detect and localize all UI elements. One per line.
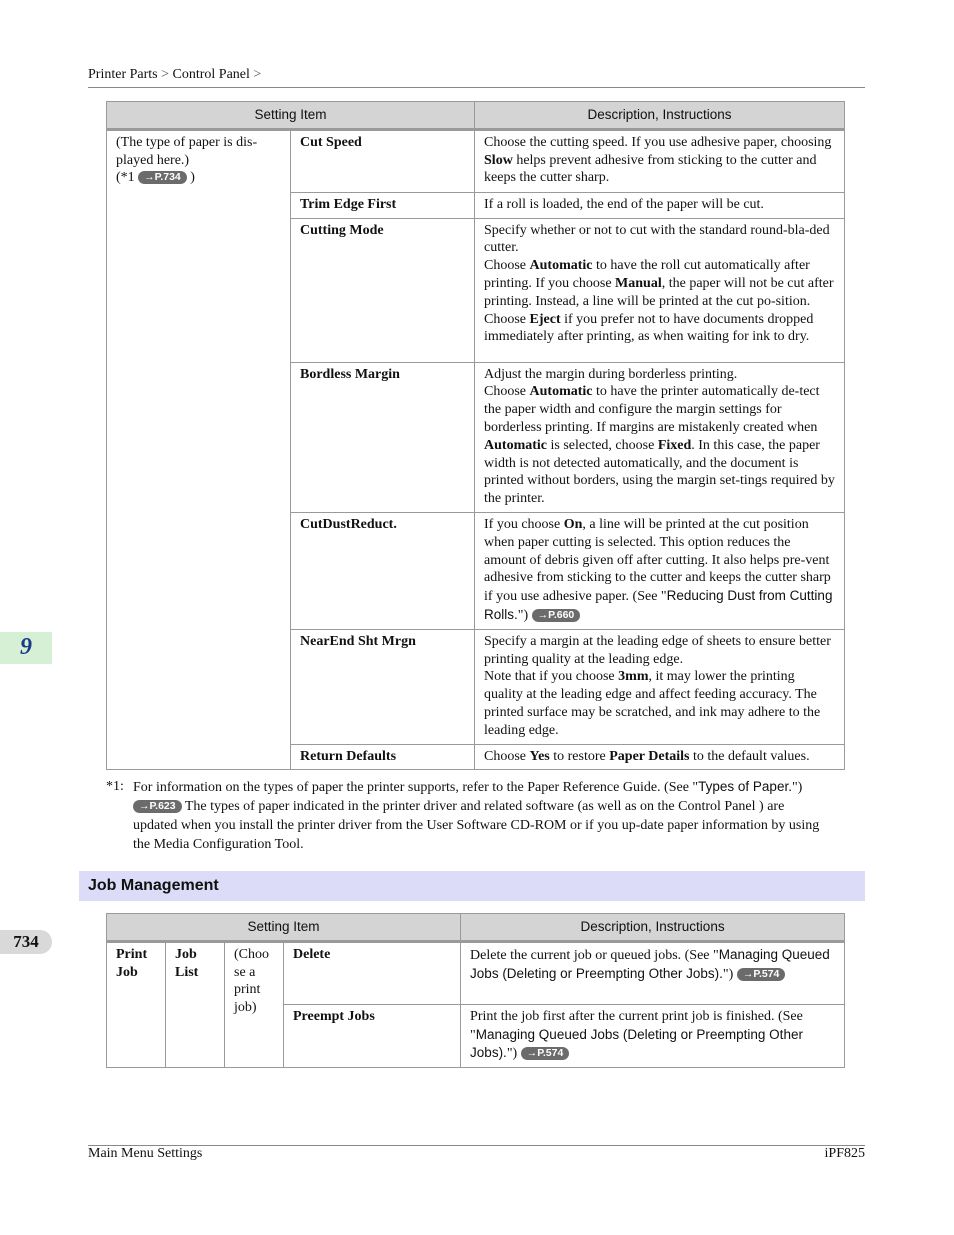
setting-cutdustreduct: CutDustReduct. xyxy=(291,512,475,629)
breadcrumb xyxy=(88,67,261,83)
description-cell: Specify whether or not to cut with the standard round-bla-ded cutter. Choose Automatic to have the roll cut automatically after printing. If you choose Manual, the paper will not be cut after printing. Instead, a line will be printed at the cut po-sition. Choose Eject if you prefer not to have documents dropped immediately after printing, as when waiting for ink to dry. xyxy=(475,218,845,362)
description-cell: Choose Yes to restore Paper Details to the default values. xyxy=(475,744,845,770)
breadcrumb-printer-parts[interactable]: Printer Parts xyxy=(88,67,158,82)
header-divider xyxy=(88,87,865,88)
description-cell: If a roll is loaded, the end of the paper will be cut. xyxy=(475,192,845,218)
column-header-description: Description, Instructions xyxy=(475,102,845,130)
table-row xyxy=(107,129,845,192)
setting-preempt-jobs: Preempt Jobs xyxy=(284,1004,461,1067)
breadcrumb-separator: > xyxy=(253,67,262,82)
column-header-setting-item: Setting Item xyxy=(107,914,461,942)
description-cell: Specify a margin at the leading edge of sheets to ensure better printing quality at the leading edge. Note that if you choose 3mm, it may lower the printing quality at the leading edge and affect feeding accuracy. The printed surface may be scratched, and ink may adhere to the leading edge. xyxy=(475,629,845,744)
job-management-table xyxy=(106,913,845,1068)
page-reference-link[interactable]: →P.623 xyxy=(133,800,182,813)
footer-section-name: Main Menu Settings xyxy=(88,1146,203,1161)
footer-model-name: iPF825 xyxy=(824,1146,865,1161)
setting-return-defaults: Return Defaults xyxy=(291,744,475,770)
setting-choose-job: (Choo se a print job) xyxy=(225,941,284,1067)
setting-delete: Delete xyxy=(284,941,461,1004)
page-reference-link[interactable]: →P.574 xyxy=(521,1047,570,1060)
table-header-row xyxy=(107,102,845,130)
chapter-tab: 9 xyxy=(0,632,52,664)
page-number-tab: 734 xyxy=(0,930,52,954)
footnote xyxy=(106,777,831,854)
page-reference-link[interactable]: →P.734 xyxy=(138,171,187,184)
footnote-mark: *1: xyxy=(106,779,124,794)
table-header-row xyxy=(107,914,845,942)
setting-cutting-mode: Cutting Mode xyxy=(291,218,475,362)
description-cell: If you choose On, a line will be printed at the cut position when paper cutting is selected. This option reduces the amount of debris given off after cutting. It also helps pre-vent adhesive from sticking to the cutter and keeps the cutter sharp if you use adhesive paper. (See "Reducing Dust from Cutting Rolls.") →P.660 xyxy=(475,512,845,629)
control-panel-settings-table xyxy=(106,101,845,770)
footer-divider xyxy=(88,1145,865,1146)
description-cell: Print the job first after the current print job is finished. (See "Managing Queued Jobs (Deleting or Preempting Other Jobs).") →P.574 xyxy=(461,1004,845,1067)
table-row xyxy=(107,941,845,1004)
page-reference-link[interactable]: →P.660 xyxy=(532,609,581,622)
setting-cut-speed: Cut Speed xyxy=(291,129,475,192)
description-cell: Adjust the margin during borderless printing. Choose Automatic to have the printer automatically de-tect the paper width and configure the margin settings for borderless printing. If margins are mistakenly created when Automatic is selected, choose Fixed. In this case, the paper width is not detected automatically, and the document is printed without borders, using the margin set-tings required by the printer. xyxy=(475,362,845,512)
setting-job-list: Job List xyxy=(166,941,225,1067)
setting-trim-edge-first: Trim Edge First xyxy=(291,192,475,218)
description-cell: Delete the current job or queued jobs. (See "Managing Queued Jobs (Deleting or Preempting Other Jobs).") →P.574 xyxy=(461,941,845,1004)
setting-nearend-sht-mrgn: NearEnd Sht Mrgn xyxy=(291,629,475,744)
breadcrumb-separator: > xyxy=(161,67,170,82)
breadcrumb-control-panel[interactable]: Control Panel xyxy=(172,67,250,82)
page-reference-link[interactable]: →P.574 xyxy=(737,968,786,981)
column-header-setting-item: Setting Item xyxy=(107,102,475,130)
paper-type-cell: (The type of paper is dis- played here.) (*1 →P.734 ) xyxy=(107,129,291,770)
description-cell: Choose the cutting speed. If you use adhesive paper, choosing Slow helps prevent adhesive from sticking to the cutter and keeps the cutter sharp. xyxy=(475,129,845,192)
setting-bordless-margin: Bordless Margin xyxy=(291,362,475,512)
section-title: Job Management xyxy=(79,871,865,901)
footnote-text: For information on the types of paper the printer supports, refer to the Paper Reference Guide. (See "Types of Paper.") →P.623 The types of paper indicated in the printer driver and related software (as well as on the Control Panel ) are updated when you install the printer driver from the User Software CD-ROM or if you up-date paper information by using the Media Configuration Tool. xyxy=(133,779,820,852)
setting-print-job: Print Job xyxy=(107,941,166,1067)
column-header-description: Description, Instructions xyxy=(461,914,845,942)
